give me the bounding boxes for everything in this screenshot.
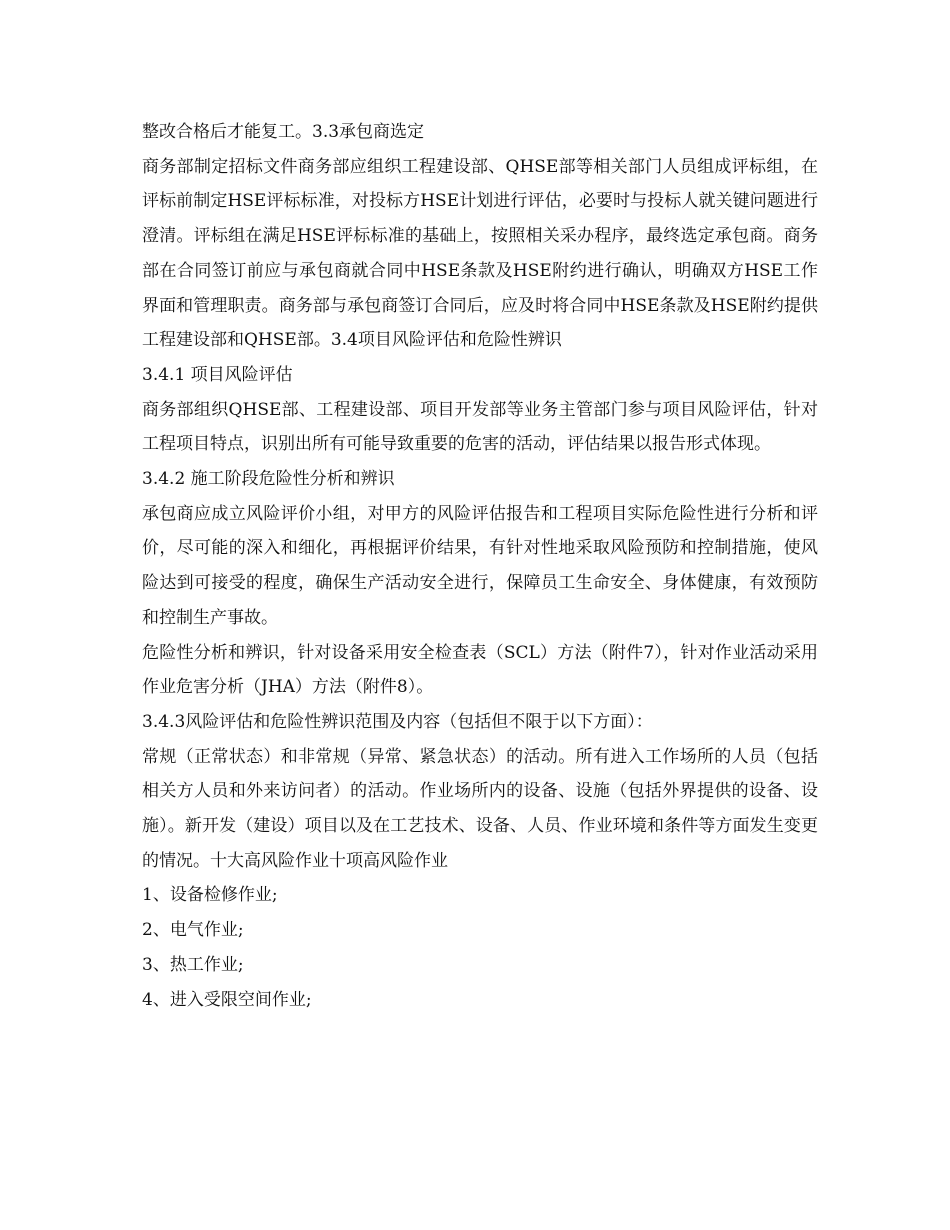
document-body [142, 115, 818, 1017]
paragraph-project-risk-assessment: 商务部组织QHSE部、工程建设部、项目开发部等业务主管部门参与项目风险评估，针对工程项目特点，识别出所有可能导致重要的危害的活动，评估结果以报告形式体现。 [142, 399, 818, 455]
list-item-1: 1、设备检修作业; [142, 885, 278, 906]
section-heading-3-4-1: 3.4.1 项目风险评估 [142, 364, 293, 385]
section-heading-3-4-3: 3.4.3风险评估和危险性辨识范围及内容（包括但不限于以下方面）： [142, 711, 653, 732]
paragraph-contractor-selection: 商务部制定招标文件商务部应组织工程建设部、QHSE部等相关部门人员组成评标组，在评标前制定HSE评标标准，对投标方HSE计划进行评估，必要时与投标人就关键问题进行澄清。评标组在满足HSE评标标准的基础上，按照相关采办程序，最终选定承包商。商务部在合同签订前应与承包商就合同中HSE条款及HSE附约进行确认，明确双方HSE工作界面和管理职责。商务部与承包商签订合同后，应及时将合同中HSE条款及HSE附约提供工程建设部和QHSE部。3.4项目风险评估和危险性辨识 [142, 156, 818, 351]
paragraph-assessment-scope: 常规（正常状态）和非常规（异常、紧急状态）的活动。所有进入工作场所的人员（包括相关方人员和外来访问者）的活动。作业场所内的设备、设施（包括外界提供的设备、设施）。新开发（建设）项目以及在工艺技术、设备、人员、作业环境和条件等方面发生变更的情况。十大高风险作业十项高风险作业 [142, 746, 818, 871]
list-item-3: 3、热工作业; [142, 954, 244, 975]
paragraph-rectification-and-contractor-selection-heading: 整改合格后才能复工。3.3承包商选定 [142, 122, 425, 142]
paragraph-construction-hazard-analysis: 承包商应成立风险评价小组，对甲方的风险评估报告和工程项目实际危险性进行分析和评价，尽可能的深入和细化，再根据评价结果，有针对性地采取风险预防和控制措施，使风险达到可接受的程度，确保生产活动安全进行，保障员工生命安全、身体健康，有效预防和控制生产事故。 [142, 503, 818, 628]
list-item-4: 4、进入受限空间作业; [142, 989, 312, 1010]
list-item-2: 2、电气作业; [142, 920, 244, 941]
section-heading-3-4-2: 3.4.2 施工阶段危险性分析和辨识 [142, 469, 395, 490]
paragraph-analysis-methods: 危险性分析和辨识，针对设备采用安全检查表（SCL）方法（附件7），针对作业活动采用作业危害分析（JHA）方法（附件8）。 [142, 642, 818, 698]
